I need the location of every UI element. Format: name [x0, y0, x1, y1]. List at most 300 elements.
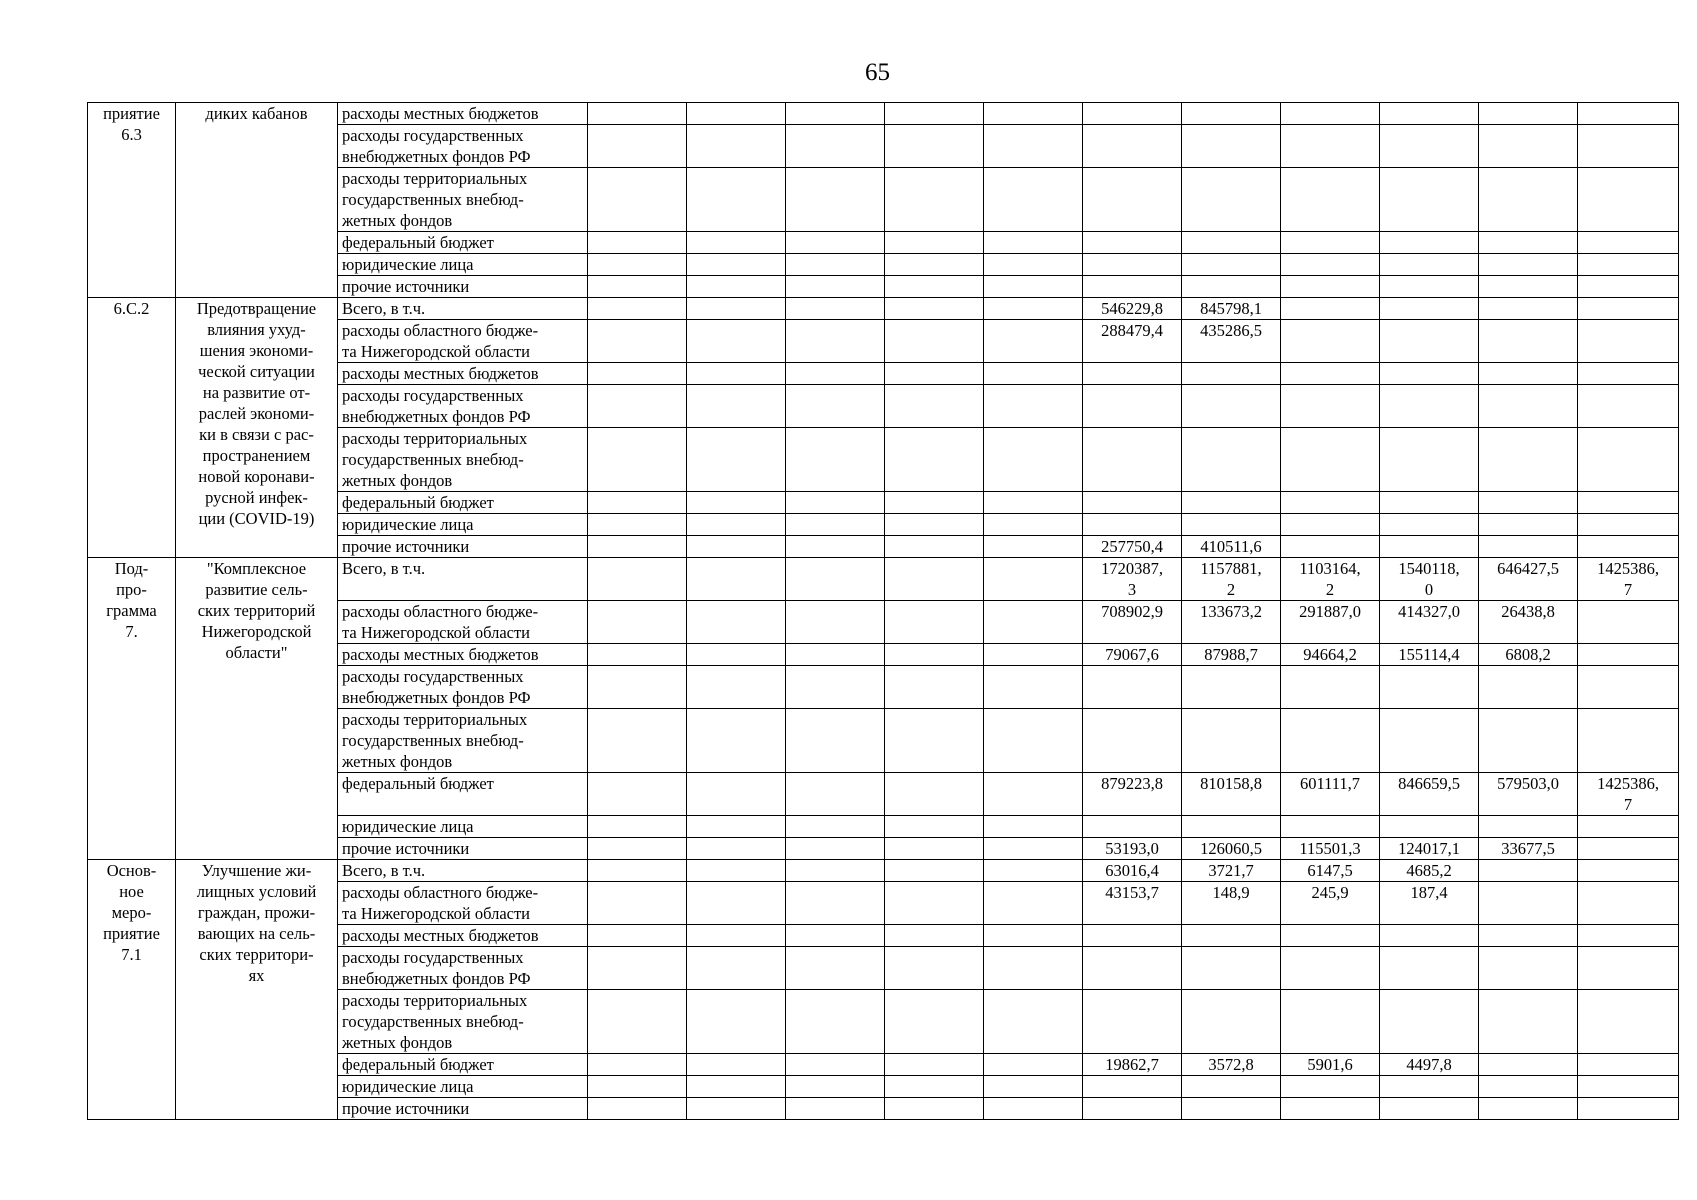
value-cell — [1281, 298, 1380, 320]
value-cell — [786, 1098, 885, 1120]
funding-source: Всего, в т.ч. — [338, 860, 588, 882]
value-cell — [1281, 1076, 1380, 1098]
value-cell — [1479, 1098, 1578, 1120]
table-row — [88, 103, 1679, 125]
funding-source: расходы государственных внебюджетных фондов РФ — [338, 947, 588, 990]
value-cell — [984, 168, 1083, 232]
value-cell — [984, 947, 1083, 990]
value-cell — [1083, 428, 1182, 492]
value-cell — [588, 254, 687, 276]
value-cell — [1479, 990, 1578, 1054]
value-cell — [885, 125, 984, 168]
value-cell — [786, 428, 885, 492]
value-cell — [984, 558, 1083, 601]
value-cell — [984, 838, 1083, 860]
value-cell — [1182, 947, 1281, 990]
value-cell: 63016,4 — [1083, 860, 1182, 882]
value-cell: 288479,4 — [1083, 320, 1182, 363]
value-cell — [786, 385, 885, 428]
value-cell — [1281, 168, 1380, 232]
value-cell — [786, 103, 885, 125]
value-cell — [1578, 990, 1679, 1054]
value-cell: 245,9 — [1281, 882, 1380, 925]
funding-source: юридические лица — [338, 514, 588, 536]
value-cell: 4497,8 — [1380, 1054, 1479, 1076]
value-cell — [786, 320, 885, 363]
value-cell — [1083, 168, 1182, 232]
value-cell — [588, 816, 687, 838]
value-cell — [1281, 536, 1380, 558]
value-cell — [687, 558, 786, 601]
value-cell — [687, 536, 786, 558]
value-cell — [984, 1076, 1083, 1098]
program-code: приятие 6.3 — [88, 103, 176, 298]
value-cell — [1083, 709, 1182, 773]
value-cell — [1380, 363, 1479, 385]
value-cell — [687, 838, 786, 860]
value-cell: 53193,0 — [1083, 838, 1182, 860]
value-cell — [687, 385, 786, 428]
value-cell: 846659,5 — [1380, 773, 1479, 816]
value-cell — [1182, 125, 1281, 168]
program-title: Улучшение жи- лищных условий граждан, прожи- вающих на сель- ских территори- ях — [176, 860, 338, 1120]
value-cell — [1281, 947, 1380, 990]
value-cell — [1578, 320, 1679, 363]
value-cell — [984, 103, 1083, 125]
value-cell — [687, 925, 786, 947]
value-cell — [885, 298, 984, 320]
value-cell — [687, 947, 786, 990]
value-cell — [984, 232, 1083, 254]
value-cell — [1083, 1076, 1182, 1098]
funding-source: Всего, в т.ч. — [338, 558, 588, 601]
value-cell: 126060,5 — [1182, 838, 1281, 860]
value-cell — [1479, 816, 1578, 838]
value-cell — [1380, 232, 1479, 254]
value-cell: 410511,6 — [1182, 536, 1281, 558]
value-cell — [1281, 492, 1380, 514]
value-cell: 1157881, 2 — [1182, 558, 1281, 601]
program-code: 6.С.2 — [88, 298, 176, 558]
value-cell — [687, 1054, 786, 1076]
value-cell — [1380, 1098, 1479, 1120]
value-cell: 5901,6 — [1281, 1054, 1380, 1076]
value-cell — [1083, 232, 1182, 254]
value-cell — [1578, 925, 1679, 947]
value-cell — [885, 838, 984, 860]
funding-source: расходы местных бюджетов — [338, 644, 588, 666]
value-cell — [1281, 709, 1380, 773]
value-cell — [1479, 666, 1578, 709]
value-cell — [1578, 1076, 1679, 1098]
value-cell — [1479, 882, 1578, 925]
value-cell — [588, 320, 687, 363]
value-cell — [1182, 103, 1281, 125]
value-cell — [1182, 276, 1281, 298]
value-cell — [1479, 1076, 1578, 1098]
program-title: диких кабанов — [176, 103, 338, 298]
funding-source: расходы государственных внебюджетных фондов РФ — [338, 666, 588, 709]
value-cell — [1479, 363, 1578, 385]
value-cell: 1720387, 3 — [1083, 558, 1182, 601]
value-cell — [1578, 1054, 1679, 1076]
table-row — [88, 298, 1679, 320]
value-cell — [687, 232, 786, 254]
value-cell — [885, 947, 984, 990]
value-cell — [588, 709, 687, 773]
value-cell — [1083, 925, 1182, 947]
value-cell — [984, 320, 1083, 363]
value-cell — [687, 816, 786, 838]
value-cell: 845798,1 — [1182, 298, 1281, 320]
value-cell — [588, 363, 687, 385]
value-cell — [588, 276, 687, 298]
value-cell — [687, 125, 786, 168]
value-cell — [1578, 514, 1679, 536]
value-cell — [984, 1054, 1083, 1076]
funding-source: расходы территориальных государственных внебюд- жетных фондов — [338, 709, 588, 773]
value-cell — [1479, 536, 1578, 558]
value-cell — [786, 860, 885, 882]
value-cell — [786, 838, 885, 860]
value-cell — [1479, 254, 1578, 276]
value-cell: 1425386, 7 — [1578, 773, 1679, 816]
value-cell — [1281, 1098, 1380, 1120]
value-cell — [1182, 492, 1281, 514]
value-cell — [786, 601, 885, 644]
table-row — [88, 860, 1679, 882]
value-cell — [1182, 514, 1281, 536]
value-cell — [786, 492, 885, 514]
value-cell — [588, 860, 687, 882]
value-cell — [1380, 428, 1479, 492]
value-cell: 708902,9 — [1083, 601, 1182, 644]
value-cell — [1479, 709, 1578, 773]
value-cell — [1083, 816, 1182, 838]
value-cell — [588, 601, 687, 644]
program-code: Основ- ное меро- приятие 7.1 — [88, 860, 176, 1120]
value-cell — [786, 1054, 885, 1076]
value-cell: 879223,8 — [1083, 773, 1182, 816]
value-cell — [984, 816, 1083, 838]
value-cell — [984, 514, 1083, 536]
value-cell — [1281, 276, 1380, 298]
value-cell — [1083, 363, 1182, 385]
value-cell — [885, 276, 984, 298]
value-cell — [588, 666, 687, 709]
value-cell — [786, 536, 885, 558]
value-cell — [984, 428, 1083, 492]
page-number: 65 — [865, 59, 890, 86]
value-cell — [885, 320, 984, 363]
value-cell — [786, 254, 885, 276]
value-cell — [1578, 860, 1679, 882]
value-cell — [885, 558, 984, 601]
value-cell — [588, 536, 687, 558]
value-cell — [786, 773, 885, 816]
value-cell — [1380, 168, 1479, 232]
value-cell — [588, 947, 687, 990]
value-cell — [1281, 254, 1380, 276]
value-cell — [1281, 103, 1380, 125]
value-cell — [1380, 125, 1479, 168]
value-cell — [984, 385, 1083, 428]
table-row — [88, 558, 1679, 601]
value-cell — [885, 1076, 984, 1098]
value-cell — [1578, 103, 1679, 125]
value-cell — [885, 709, 984, 773]
value-cell: 79067,6 — [1083, 644, 1182, 666]
value-cell — [687, 514, 786, 536]
value-cell — [1578, 882, 1679, 925]
value-cell: 291887,0 — [1281, 601, 1380, 644]
value-cell — [786, 709, 885, 773]
value-cell — [1479, 232, 1578, 254]
value-cell — [885, 773, 984, 816]
value-cell — [885, 363, 984, 385]
value-cell — [1281, 666, 1380, 709]
value-cell — [1281, 925, 1380, 947]
value-cell: 257750,4 — [1083, 536, 1182, 558]
value-cell: 6808,2 — [1479, 644, 1578, 666]
value-cell — [885, 1054, 984, 1076]
value-cell — [1380, 709, 1479, 773]
value-cell — [786, 882, 885, 925]
funding-source: расходы областного бюдже- та Нижегородской области — [338, 601, 588, 644]
value-cell — [1281, 232, 1380, 254]
value-cell — [1083, 666, 1182, 709]
value-cell — [1182, 232, 1281, 254]
value-cell — [885, 514, 984, 536]
value-cell — [588, 428, 687, 492]
funding-source: расходы территориальных государственных внебюд- жетных фондов — [338, 990, 588, 1054]
funding-source: юридические лица — [338, 254, 588, 276]
value-cell: 148,9 — [1182, 882, 1281, 925]
value-cell — [1479, 514, 1578, 536]
value-cell — [1479, 168, 1578, 232]
value-cell — [1083, 254, 1182, 276]
value-cell — [1380, 947, 1479, 990]
value-cell — [984, 298, 1083, 320]
value-cell — [687, 254, 786, 276]
value-cell — [1281, 385, 1380, 428]
value-cell: 601111,7 — [1281, 773, 1380, 816]
value-cell — [1182, 925, 1281, 947]
value-cell: 810158,8 — [1182, 773, 1281, 816]
value-cell — [687, 168, 786, 232]
funding-source: расходы местных бюджетов — [338, 925, 588, 947]
value-cell — [1578, 428, 1679, 492]
value-cell — [588, 925, 687, 947]
value-cell — [1479, 385, 1578, 428]
value-cell — [984, 882, 1083, 925]
value-cell — [687, 320, 786, 363]
value-cell — [885, 1098, 984, 1120]
value-cell — [588, 103, 687, 125]
value-cell — [1380, 666, 1479, 709]
value-cell — [786, 125, 885, 168]
value-cell — [588, 882, 687, 925]
value-cell — [1479, 947, 1578, 990]
value-cell — [1479, 103, 1578, 125]
value-cell — [885, 816, 984, 838]
value-cell — [786, 925, 885, 947]
value-cell — [1281, 428, 1380, 492]
value-cell — [1380, 816, 1479, 838]
value-cell: 87988,7 — [1182, 644, 1281, 666]
value-cell — [588, 1054, 687, 1076]
value-cell — [687, 1098, 786, 1120]
value-cell — [588, 168, 687, 232]
funding-source: расходы государственных внебюджетных фондов РФ — [338, 385, 588, 428]
value-cell — [1083, 492, 1182, 514]
value-cell — [885, 925, 984, 947]
value-cell — [1182, 990, 1281, 1054]
funding-source: расходы территориальных государственных внебюд- жетных фондов — [338, 428, 588, 492]
value-cell: 579503,0 — [1479, 773, 1578, 816]
value-cell — [1578, 644, 1679, 666]
value-cell — [1578, 254, 1679, 276]
value-cell — [1182, 816, 1281, 838]
value-cell — [687, 298, 786, 320]
value-cell — [885, 168, 984, 232]
value-cell — [786, 816, 885, 838]
value-cell — [1380, 298, 1479, 320]
funding-source: федеральный бюджет — [338, 773, 588, 816]
value-cell — [588, 232, 687, 254]
value-cell — [687, 103, 786, 125]
value-cell — [687, 644, 786, 666]
value-cell — [1479, 298, 1578, 320]
value-cell — [1479, 860, 1578, 882]
value-cell — [588, 1098, 687, 1120]
value-cell — [1578, 838, 1679, 860]
value-cell — [885, 254, 984, 276]
value-cell — [1182, 385, 1281, 428]
value-cell: 646427,5 — [1479, 558, 1578, 601]
funding-source: юридические лица — [338, 1076, 588, 1098]
value-cell — [885, 232, 984, 254]
value-cell — [984, 363, 1083, 385]
value-cell: 43153,7 — [1083, 882, 1182, 925]
value-cell — [1578, 298, 1679, 320]
program-title: "Комплексное развитие сель- ских территорий Нижегородской области" — [176, 558, 338, 860]
value-cell — [885, 990, 984, 1054]
value-cell — [885, 860, 984, 882]
value-cell — [1281, 514, 1380, 536]
value-cell — [1083, 103, 1182, 125]
value-cell — [1380, 990, 1479, 1054]
value-cell — [588, 644, 687, 666]
value-cell — [984, 925, 1083, 947]
value-cell — [1281, 320, 1380, 363]
value-cell — [1578, 168, 1679, 232]
value-cell — [687, 882, 786, 925]
value-cell — [786, 990, 885, 1054]
value-cell — [588, 385, 687, 428]
value-cell — [786, 1076, 885, 1098]
value-cell — [984, 125, 1083, 168]
value-cell — [687, 276, 786, 298]
value-cell — [885, 428, 984, 492]
value-cell — [1281, 816, 1380, 838]
value-cell — [1182, 709, 1281, 773]
funding-source: Всего, в т.ч. — [338, 298, 588, 320]
value-cell: 546229,8 — [1083, 298, 1182, 320]
funding-source: расходы местных бюджетов — [338, 363, 588, 385]
value-cell: 155114,4 — [1380, 644, 1479, 666]
value-cell — [588, 1076, 687, 1098]
value-cell — [885, 385, 984, 428]
value-cell — [1083, 947, 1182, 990]
value-cell — [984, 492, 1083, 514]
value-cell — [1281, 363, 1380, 385]
value-cell — [984, 536, 1083, 558]
value-cell — [1578, 536, 1679, 558]
value-cell — [1578, 492, 1679, 514]
value-cell: 3721,7 — [1182, 860, 1281, 882]
value-cell — [984, 644, 1083, 666]
value-cell — [1578, 947, 1679, 990]
funding-source: юридические лица — [338, 816, 588, 838]
value-cell — [687, 492, 786, 514]
value-cell — [687, 428, 786, 492]
value-cell — [984, 276, 1083, 298]
value-cell — [1479, 320, 1578, 363]
value-cell — [1578, 709, 1679, 773]
value-cell — [1083, 1098, 1182, 1120]
funding-source: расходы территориальных государственных внебюд- жетных фондов — [338, 168, 588, 232]
value-cell — [984, 254, 1083, 276]
value-cell — [1083, 990, 1182, 1054]
value-cell — [786, 168, 885, 232]
value-cell — [1182, 1098, 1281, 1120]
value-cell — [1182, 254, 1281, 276]
value-cell — [786, 947, 885, 990]
value-cell — [1578, 232, 1679, 254]
value-cell: 3572,8 — [1182, 1054, 1281, 1076]
value-cell — [885, 103, 984, 125]
value-cell — [1479, 428, 1578, 492]
value-cell — [1578, 1098, 1679, 1120]
value-cell — [588, 125, 687, 168]
value-cell — [984, 666, 1083, 709]
value-cell — [885, 882, 984, 925]
value-cell — [588, 492, 687, 514]
value-cell: 4685,2 — [1380, 860, 1479, 882]
value-cell — [1083, 385, 1182, 428]
value-cell — [984, 990, 1083, 1054]
value-cell — [1380, 536, 1479, 558]
value-cell — [588, 558, 687, 601]
funding-source: расходы государственных внебюджетных фондов РФ — [338, 125, 588, 168]
value-cell — [1578, 276, 1679, 298]
value-cell — [588, 838, 687, 860]
value-cell — [1083, 514, 1182, 536]
value-cell — [786, 514, 885, 536]
value-cell — [1380, 514, 1479, 536]
value-cell — [687, 709, 786, 773]
value-cell — [1380, 925, 1479, 947]
funding-source: расходы областного бюдже- та Нижегородской области — [338, 320, 588, 363]
value-cell — [984, 860, 1083, 882]
value-cell — [1281, 990, 1380, 1054]
value-cell — [1182, 1076, 1281, 1098]
value-cell — [1281, 125, 1380, 168]
value-cell — [885, 492, 984, 514]
value-cell — [687, 860, 786, 882]
funding-source: федеральный бюджет — [338, 1054, 588, 1076]
